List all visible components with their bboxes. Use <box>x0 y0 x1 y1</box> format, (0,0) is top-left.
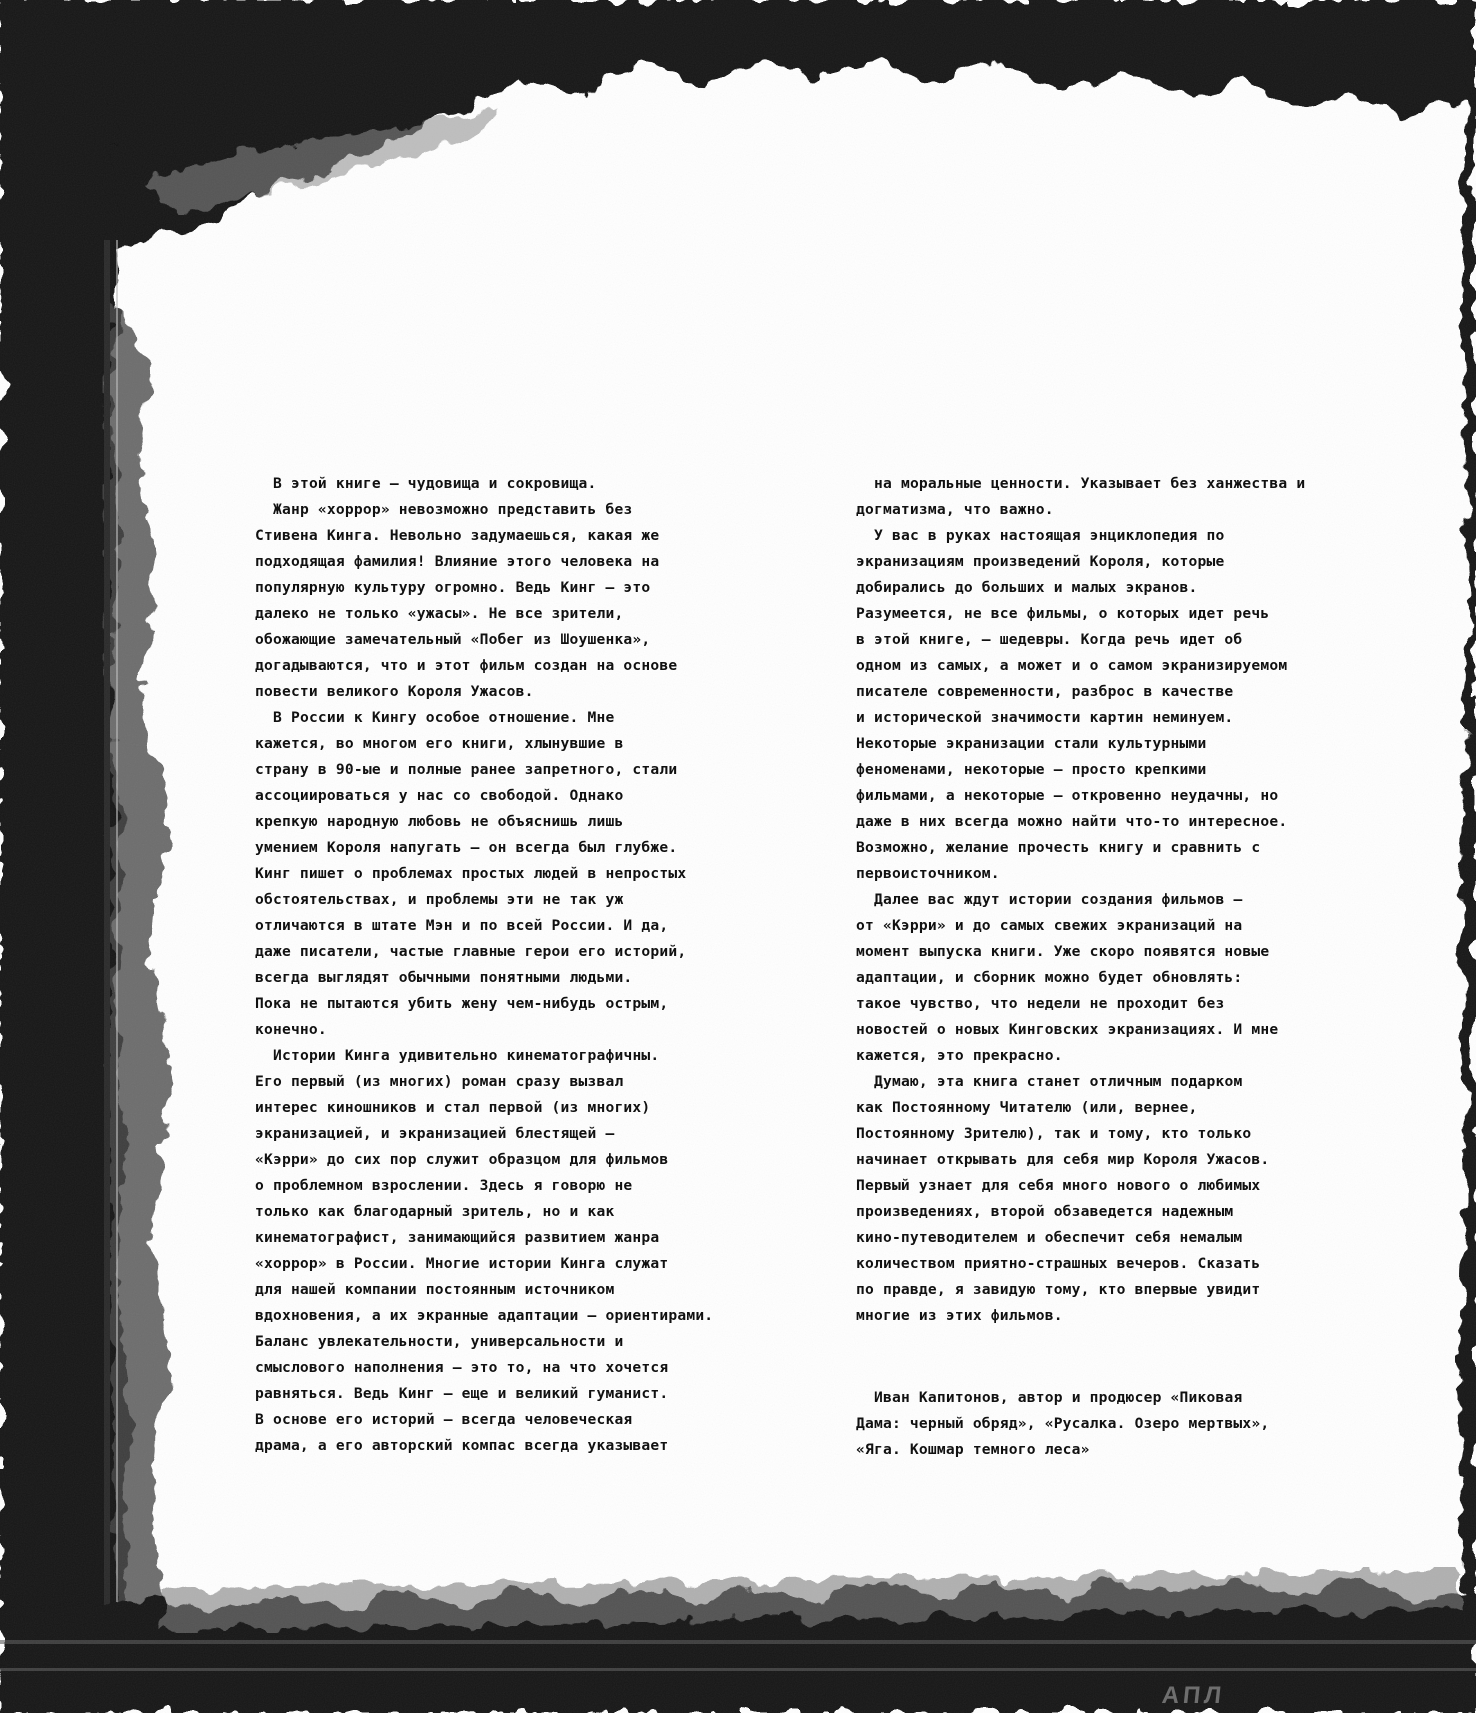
paragraph-line: повести великого Короля Ужасов. <box>255 683 534 700</box>
paragraph-line: и исторической значимости картин неминуем. <box>856 709 1234 726</box>
paragraph-first-line: У вас в руках настоящая энциклопедия по <box>874 527 1225 544</box>
signature-line: Иван Капитонов, автор и продюсер «Пиковая <box>874 1389 1243 1406</box>
signature-line: Дама: черный обряд», «Русалка. Озеро мертвых», <box>856 1415 1270 1432</box>
paragraph-line: Баланс увлекательности, универсальности и <box>255 1333 624 1350</box>
paragraph-first-line: Думаю, эта книга станет отличным подарком <box>874 1073 1243 1090</box>
paragraph-first-line: В России к Кингу особое отношение. Мне <box>273 709 615 726</box>
paragraph-line: начинает открывать для себя мир Короля Ужасов. <box>856 1151 1270 1168</box>
paragraph-line: экранизацией, и экранизацией блестящей – <box>255 1125 615 1142</box>
paragraph-line: по правде, я завидую тому, кто впервые увидит <box>856 1281 1261 1298</box>
page-number: АПЛ <box>1160 1682 1227 1709</box>
paragraph-first-line: Далее вас ждут истории создания фильмов – <box>874 891 1243 908</box>
paragraph-line: кинематографист, занимающийся развитием жанра <box>255 1229 660 1246</box>
paragraph-line: популярную культуру огромно. Ведь Кинг – это <box>255 579 651 596</box>
paragraph-line: умением Короля напугать – он всегда был глубже. <box>255 839 678 856</box>
paragraph-line: новостей о новых Кинговских экранизациях. И мне <box>856 1021 1279 1038</box>
paragraph-line: далеко не только «ужасы». Не все зрители, <box>255 605 624 622</box>
paragraph-line: драма, а его авторский компас всегда указывает <box>255 1437 669 1454</box>
paragraph-line: страну в 90-ые и полные ранее запретного, стали <box>255 761 678 778</box>
paragraph-first-line: Истории Кинга удивительно кинематографичны. <box>273 1047 660 1064</box>
paragraph-line: кажется, во многом его книги, хлынувшие в <box>255 735 624 752</box>
paragraph-first-line: на моральные ценности. Указывает без ханжества и <box>874 475 1306 492</box>
paragraph-line: подходящая фамилия! Влияние этого человека на <box>255 553 660 570</box>
paragraph-line: от «Кэрри» и до самых свежих экранизаций на <box>856 917 1243 934</box>
paragraph-line: догадываются, что и этот фильм создан на основе <box>255 657 678 674</box>
paragraph-line: равняться. Ведь Кинг – еще и великий гуманист. <box>255 1385 669 1402</box>
paragraph-line: такое чувство, что недели не проходит без <box>856 995 1225 1012</box>
paragraph-line: как Постоянному Читателю (или, вернее, <box>856 1099 1198 1116</box>
left-text-column <box>255 471 795 1459</box>
paragraph-line: отличаются в штате Мэн и по всей России. И да, <box>255 917 669 934</box>
paragraph-line: интерес киношников и стал первой (из многих) <box>255 1099 651 1116</box>
paragraph-line: для нашей компании постоянным источником <box>255 1281 615 1298</box>
paragraph-line: добирались до больших и малых экранов. <box>856 579 1198 596</box>
author-signature <box>856 1385 1396 1463</box>
paragraph-line: о проблемном взрослении. Здесь я говорю не <box>255 1177 633 1194</box>
paragraph-line: В основе его историй – всегда человеческая <box>255 1411 633 1428</box>
paragraph-line: адаптации, и сборник можно будет обновлять: <box>856 969 1243 986</box>
paragraph-line: «хоррор» в России. Многие истории Кинга служат <box>255 1255 669 1272</box>
paragraph-line: Пока не пытаются убить жену чем-нибудь острым, <box>255 995 669 1012</box>
paragraph-line: Возможно, желание прочесть книгу и сравнить с <box>856 839 1261 856</box>
paragraph-line: произведениях, второй обзаведется надежным <box>856 1203 1234 1220</box>
paragraph-line: писателе современности, разброс в качестве <box>856 683 1234 700</box>
paragraph-line: экранизациям произведений Короля, которые <box>856 553 1225 570</box>
paragraph-line: даже в них всегда можно найти что-то интересное. <box>856 813 1288 830</box>
paragraph-line: смыслового наполнения – это то, на что хочется <box>255 1359 669 1376</box>
paragraph-line: первоисточником. <box>856 865 1000 882</box>
paragraph-line: Разумеется, не все фильмы, о которых идет речь <box>856 605 1270 622</box>
paragraph-line: обожающие замечательный «Побег из Шоушенка», <box>255 631 651 648</box>
paragraph-line: кажется, это прекрасно. <box>856 1047 1063 1064</box>
paragraph-line: в этой книге, – шедевры. Когда речь идет об <box>856 631 1243 648</box>
right-text-column <box>856 471 1396 1329</box>
signature-line: «Яга. Кошмар темного леса» <box>856 1441 1090 1458</box>
paragraph-line: крепкую народную любовь не объяснишь лишь <box>255 813 624 830</box>
paragraph-line: фильмами, а некоторые – откровенно неудачны, но <box>856 787 1279 804</box>
paragraph-line: момент выпуска книги. Уже скоро появятся новые <box>856 943 1270 960</box>
paragraph-line: кино-путеводителем и обеспечит себя немалым <box>856 1229 1243 1246</box>
paragraph-line: обстоятельствах, и проблемы эти не так уж <box>255 891 624 908</box>
paragraph-line: всегда выглядят обычными понятными людьми. <box>255 969 633 986</box>
paragraph-line: конечно. <box>255 1021 327 1038</box>
paragraph-line: только как благодарный зритель, но и как <box>255 1203 615 1220</box>
paragraph-first-line: Жанр «хоррор» невозможно представить без <box>273 501 633 518</box>
paragraph-line: Постоянному Зрителю), так и тому, кто только <box>856 1125 1252 1142</box>
paragraph-line: вдохновения, а их экранные адаптации – ориентирами. <box>255 1307 714 1324</box>
paragraph-line: ассоциироваться у нас со свободой. Однако <box>255 787 624 804</box>
paragraph-line: Его первый (из многих) роман сразу вызвал <box>255 1073 624 1090</box>
paragraph-line: Кинг пишет о проблемах простых людей в непростых <box>255 865 687 882</box>
paragraph-line: Стивена Кинга. Невольно задумаешься, какая же <box>255 527 660 544</box>
paragraph-first-line: В этой книге – чудовища и сокровища. <box>273 475 597 492</box>
paragraph-line: феноменами, некоторые – просто крепкими <box>856 761 1207 778</box>
paragraph-line: даже писатели, частые главные герои его историй, <box>255 943 687 960</box>
paragraph-line: Некоторые экранизации стали культурными <box>856 735 1207 752</box>
paragraph-line: «Кэрри» до сих пор служит образцом для фильмов <box>255 1151 669 1168</box>
paragraph-line: одном из самых, а может и о самом экранизируемом <box>856 657 1288 674</box>
paragraph-line: Первый узнает для себя много нового о любимых <box>856 1177 1261 1194</box>
paragraph-line: многие из этих фильмов. <box>856 1307 1063 1324</box>
paragraph-line: догматизма, что важно. <box>856 501 1054 518</box>
paragraph-line: количеством приятно-страшных вечеров. Сказать <box>856 1255 1261 1272</box>
